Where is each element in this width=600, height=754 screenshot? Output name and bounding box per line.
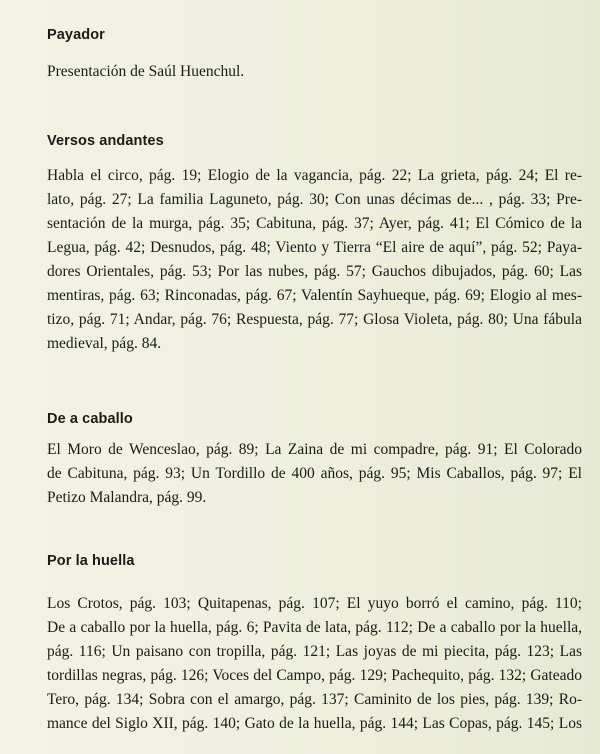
text-line: sentación de la murga, pág. 35; Cabituna, pág. 37; Ayer, pág. 41; El Cómico de la [47, 215, 582, 232]
text-line: Tero, pág. 134; Sobra con el amargo, pág. 137; Caminito de los pies, pág. 139; Ro- [47, 691, 582, 708]
text-line: De a caballo por la huella, pág. 6; Pavita de lata, pág. 112; De a caballo por la huella, [47, 619, 582, 636]
section-body-por-la-huella [47, 592, 582, 736]
text-line: lato, pág. 27; La familia Laguneto, pág. 30; Con unas décimas de... , pág. 33; Pre- [47, 191, 582, 208]
text-line: El Moro de Wenceslao, pág. 89; La Zaina de mi compadre, pág. 91; El Colorado [47, 441, 582, 458]
text-line: medieval, pág. 84. [47, 335, 162, 352]
text-line: pág. 116; Un paisano con tropilla, pág. 121; Las joyas de mi piecita, pág. 123; Las [47, 643, 582, 660]
section-title-payador: Payador [47, 27, 105, 43]
section-body-versos-andantes [47, 164, 582, 356]
text-line: Habla el circo, pág. 19; Elogio de la vagancia, pág. 22; La grieta, pág. 24; El re- [47, 167, 582, 184]
text-line: mentiras, pág. 63; Rinconadas, pág. 67; Valentín Sayhueque, pág. 69; Elogio al mes- [47, 287, 582, 304]
text-line: dores Orientales, pág. 53; Por las nubes, pág. 57; Gauchos dibujados, pág. 60; Las [47, 263, 582, 280]
text-line: Los Crotos, pág. 103; Quitapenas, pág. 107; El yuyo borró el camino, pág. 110; [47, 595, 582, 612]
section-body-de-a-caballo [47, 438, 582, 510]
text-line: Petizo Malandra, pág. 99. [47, 489, 207, 506]
text-line: Legua, pág. 42; Desnudos, pág. 48; Viento y Tierra “El aire de aquí”, pág. 52; Paya- [47, 239, 582, 256]
section-body-payador [47, 60, 582, 84]
text-line: tizo, pág. 71; Andar, pág. 76; Respuesta, pág. 77; Glosa Violeta, pág. 80; Una fábula [47, 311, 582, 328]
section-title-por-la-huella: Por la huella [47, 553, 135, 569]
text-line: mance del Siglo XII, pág. 140; Gato de la huella, pág. 144; Las Copas, pág. 145; Los [47, 715, 582, 732]
section-title-de-a-caballo: De a caballo [47, 411, 133, 427]
text-line: de Cabituna, pág. 93; Un Tordillo de 400 años, pág. 95; Mis Caballos, pág. 97; El [47, 465, 582, 482]
text-line: tordillas negras, pág. 126; Voces del Campo, pág. 129; Pachequito, pág. 132; Gateado [47, 667, 582, 684]
text-line: Presentación de Saúl Huenchul. [47, 63, 245, 80]
section-title-versos-andantes: Versos andantes [47, 133, 164, 149]
